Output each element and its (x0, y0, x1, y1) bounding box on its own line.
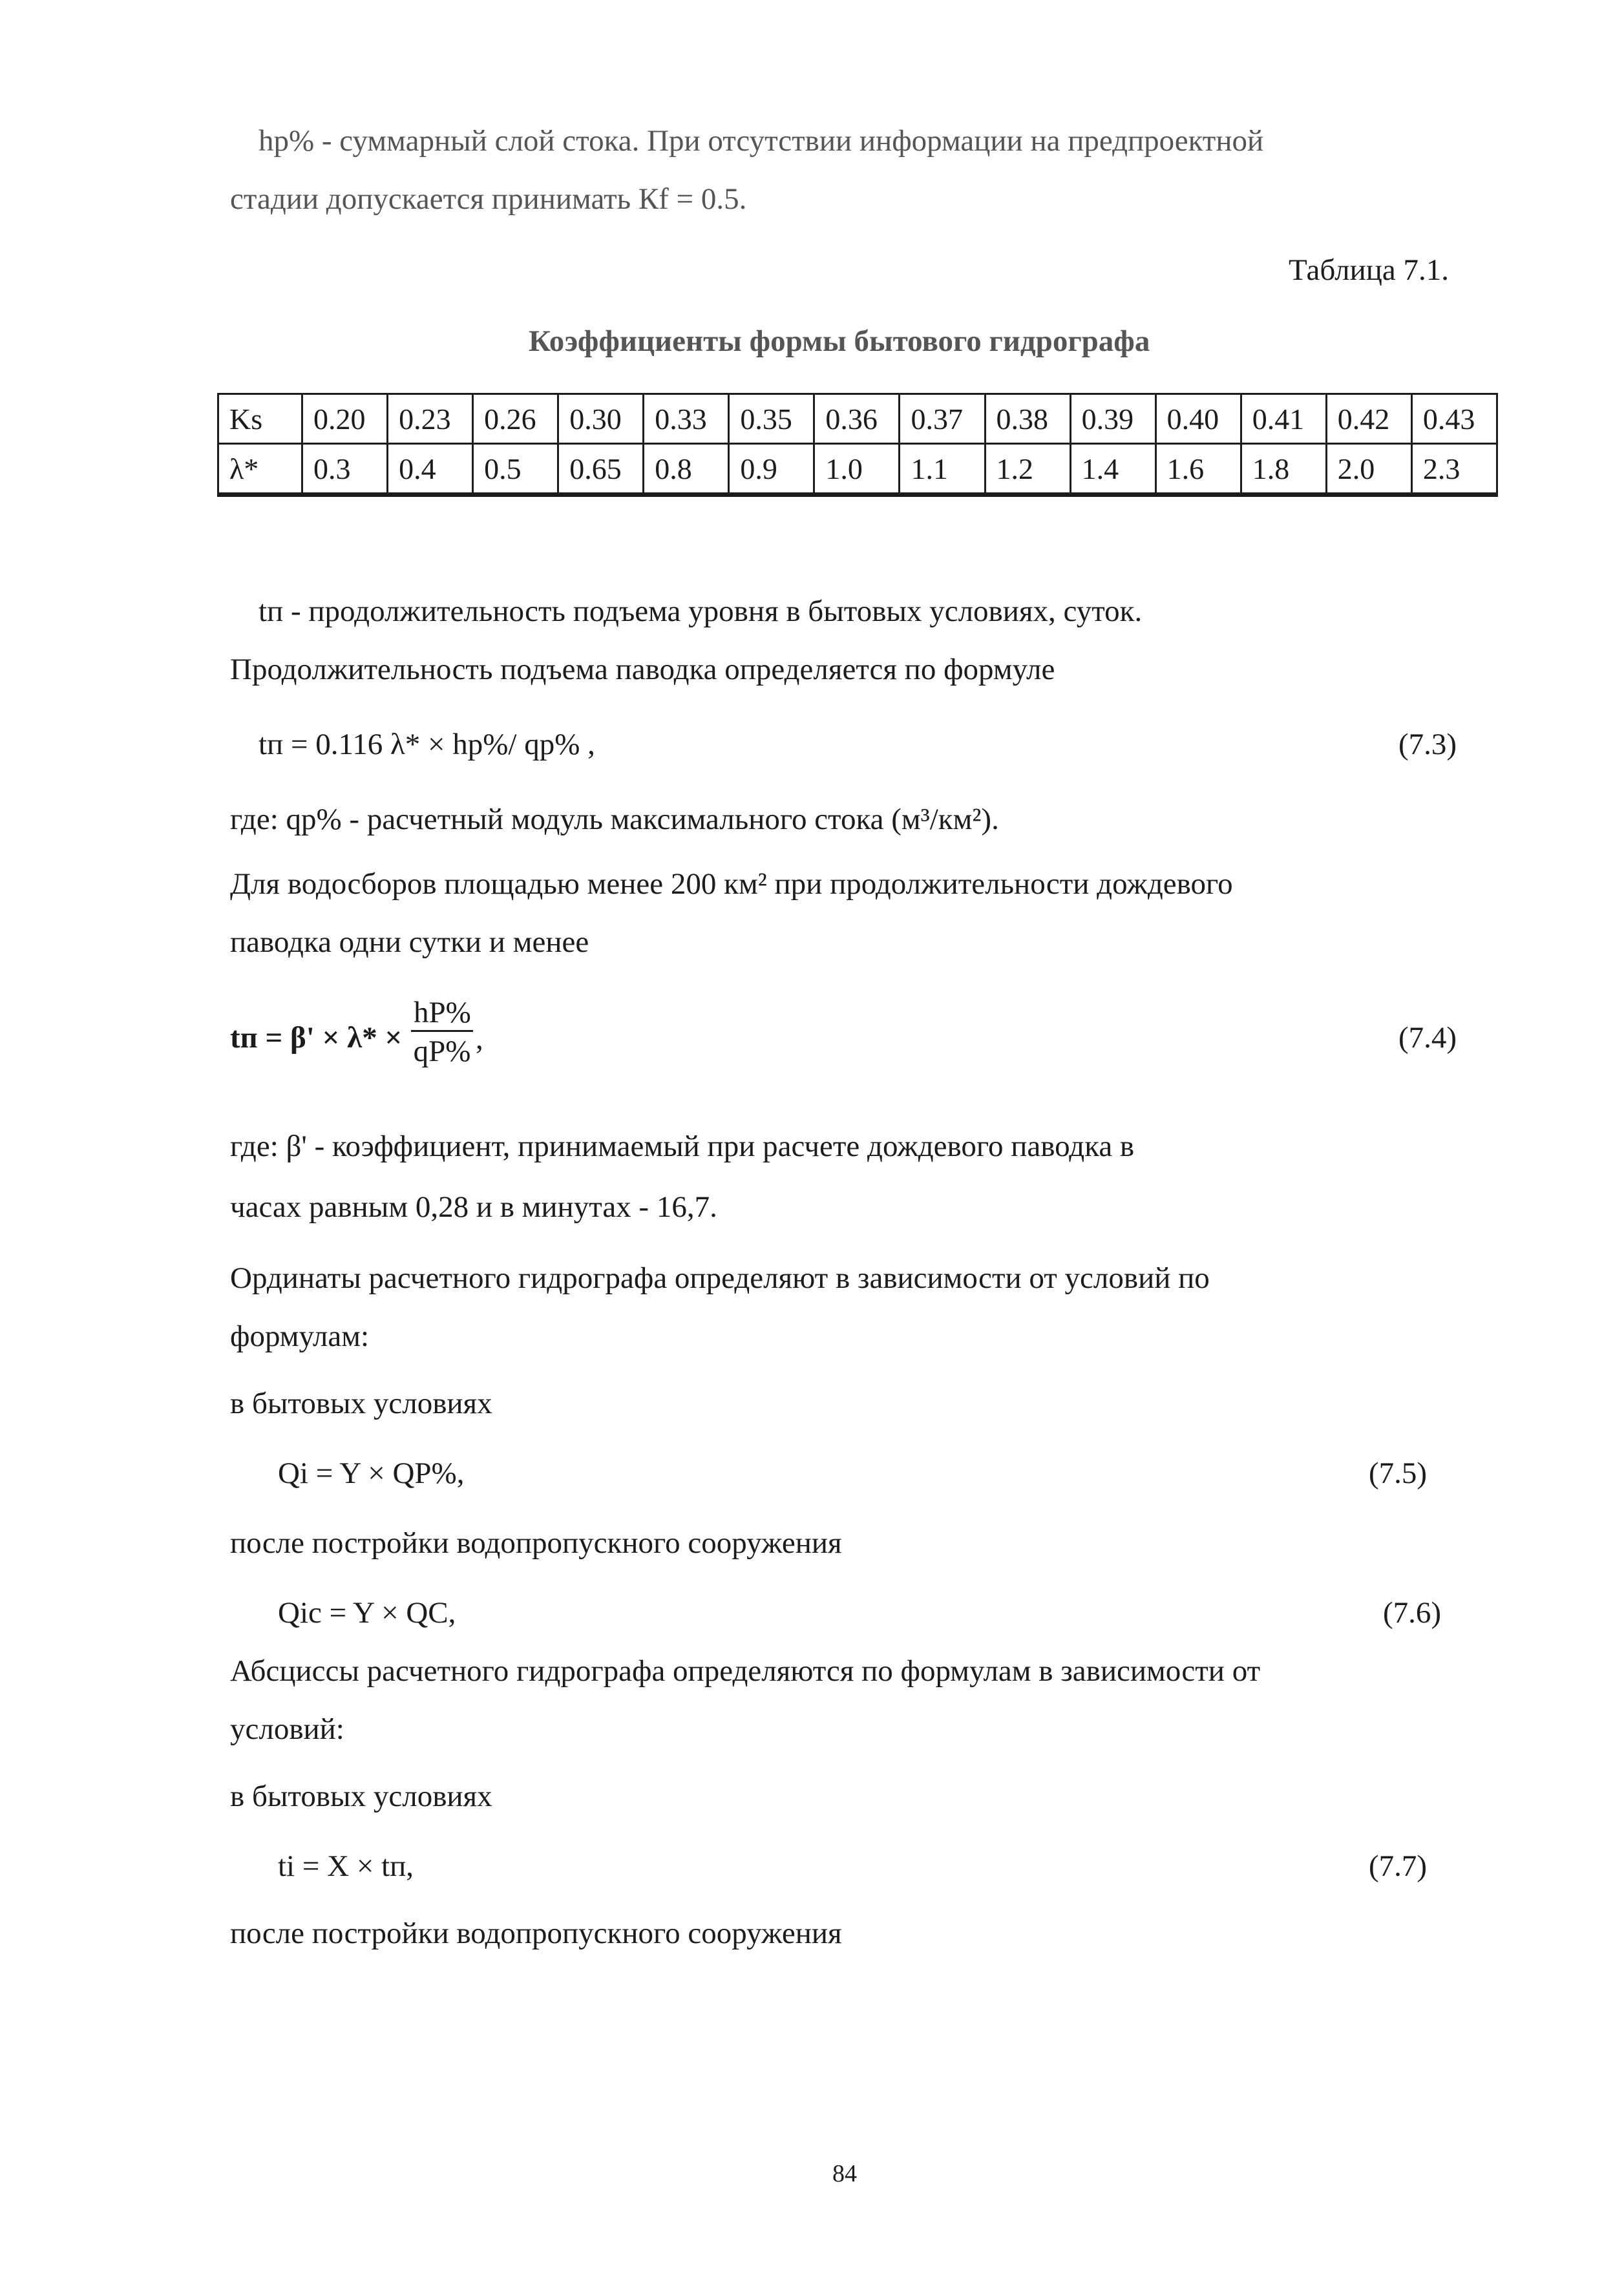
equation-number-7-7: (7.7) (1369, 1849, 1428, 1883)
intro-line-1: hр% - суммарный слой стока. При отсутствии информации на предпроектной (258, 124, 1264, 158)
ordinates-line-2: формулам: (230, 1319, 370, 1353)
table-cell: 0.20 (302, 394, 388, 444)
table-cell: 0.38 (985, 394, 1070, 444)
table-cell: 0.35 (729, 394, 814, 444)
abscissas-line-1: Абсциссы расчетного гидрографа определяются по формулам в зависимости от (230, 1654, 1261, 1688)
area-text-line-1: Для водосборов площадью менее 200 км² при продолжительности дождевого (230, 867, 1233, 901)
equation-number-7-6: (7.6) (1383, 1596, 1442, 1630)
table-cell: 0.4 (388, 444, 473, 495)
equation-number-7-3: (7.3) (1398, 728, 1457, 761)
table-cell: 0.40 (1155, 394, 1241, 444)
table-cell: 0.5 (473, 444, 558, 495)
table-cell: 1.8 (1241, 444, 1326, 495)
natural-conditions-label-2: в бытовых условиях (230, 1780, 492, 1813)
equation-7-3: tп = 0.116 λ* × hр%/ qр% , (258, 728, 595, 761)
equation-number-7-5: (7.5) (1369, 1456, 1428, 1490)
table-cell: 1.2 (985, 444, 1070, 495)
tn-definition-line-2: Продолжительность подъема паводка определяется по формуле (230, 653, 1055, 686)
equation-7-6: Qic = Y × QC, (278, 1596, 456, 1630)
table-row-ks (218, 394, 1497, 444)
table-caption: Таблица 7.1. (1289, 253, 1450, 287)
table-cell: 0.3 (302, 444, 388, 495)
table-cell: 0.26 (473, 394, 558, 444)
table-cell: 2.0 (1326, 444, 1411, 495)
table-cell: 0.8 (644, 444, 729, 495)
table-row-lambda (218, 444, 1497, 495)
table-cell: 0.30 (558, 394, 644, 444)
tn-definition-line-1: tп - продолжительность подъема уровня в бытовых условиях, суток. (258, 594, 1143, 628)
equation-7-4-comma: , (476, 1022, 483, 1056)
table-cell: 0.23 (388, 394, 473, 444)
page-number: 84 (832, 2160, 857, 2187)
table-cell: 0.33 (644, 394, 729, 444)
table-cell: λ* (218, 444, 302, 495)
abscissas-line-2: условий: (230, 1712, 344, 1746)
equation-7-4-lhs: tп = β' × λ* × (230, 1021, 403, 1055)
after-construction-label-2: после постройки водопропускного сооружения (230, 1917, 842, 1950)
table-cell: 1.6 (1155, 444, 1241, 495)
table-cell: 0.37 (900, 394, 985, 444)
table-cell: 2.3 (1411, 444, 1497, 495)
equation-7-5: Qi = Y × QР%, (278, 1456, 465, 1490)
coefficients-table (217, 393, 1498, 497)
equation-number-7-4: (7.4) (1398, 1021, 1457, 1055)
q-definition: где: qр% - расчетный модуль максимального стока (м³/км²). (230, 803, 999, 836)
table-cell: 0.43 (1411, 394, 1497, 444)
beta-definition-line-1: где: β' - коэффициент, принимаемый при расчете дождевого паводка в (230, 1130, 1135, 1163)
fraction-denominator: qР% (413, 1035, 471, 1068)
equation-7-4-fraction (411, 995, 473, 1071)
table-cell: 0.41 (1241, 394, 1326, 444)
table-title: Коэффициенты формы бытового гидрографа (529, 324, 1150, 358)
natural-conditions-label-1: в бытовых условиях (230, 1387, 492, 1420)
table-cell: 1.4 (1070, 444, 1155, 495)
table-cell: 0.42 (1326, 394, 1411, 444)
table-cell: 1.0 (814, 444, 900, 495)
ordinates-line-1: Ординаты расчетного гидрографа определяют в зависимости от условий по (230, 1261, 1210, 1295)
equation-7-7: ti = X × tп, (278, 1849, 414, 1883)
intro-line-2: стадии допускается принимать Кf = 0.5. (230, 182, 747, 216)
table-cell: Ks (218, 394, 302, 444)
table-cell: 0.9 (729, 444, 814, 495)
beta-definition-line-2: часах равным 0,28 и в минутах - 16,7. (230, 1190, 717, 1224)
fraction-numerator: hР% (411, 995, 473, 1032)
table-cell: 0.36 (814, 394, 900, 444)
table-cell: 0.65 (558, 444, 644, 495)
table-cell: 0.39 (1070, 394, 1155, 444)
after-construction-label-1: после постройки водопропускного сооружения (230, 1526, 842, 1560)
area-text-line-2: паводка одни сутки и менее (230, 925, 589, 959)
table-cell: 1.1 (900, 444, 985, 495)
